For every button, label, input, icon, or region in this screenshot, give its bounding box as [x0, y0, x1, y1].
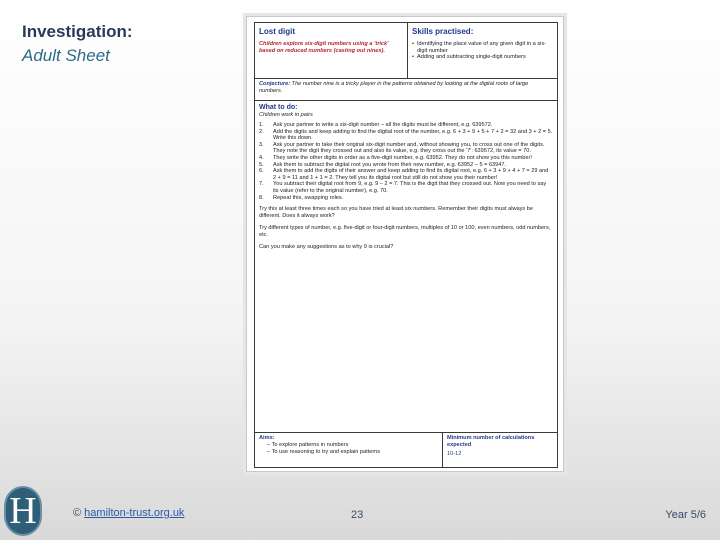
sheet-header [255, 23, 557, 79]
hamilton-logo-icon [4, 486, 42, 536]
step-text: You subtract their digital root from 9, e.g. 9 – 2 = 7. This is the digit that they crossed out. Now you need to say its value (refer to the original number), e.g. 70. [273, 181, 547, 194]
aims-cell [255, 433, 443, 467]
what-to-do-subtitle: Children work in pairs [259, 112, 313, 118]
slide-title-line2: Adult Sheet [22, 46, 110, 65]
sheet-frame [254, 22, 558, 468]
activity-cell [255, 23, 408, 79]
step-item [259, 129, 553, 142]
activity-intro: Children explore six-digit numbers using a 'trick' based on reduced numbers (casting out nines). [259, 41, 389, 54]
activity-title: Lost digit [259, 27, 295, 36]
step-number: 8. [259, 194, 264, 201]
step-number: 2. [259, 128, 264, 135]
step-item [259, 162, 553, 169]
step-text: They write the other digits in order as a five-digit number, e.g. 63952. They do not show you this number! [273, 154, 532, 161]
conjecture-text: The number nine is a tricky player in the patterns obtained by looking at the digital roots of large numbers. [259, 81, 529, 94]
calculations-cell [443, 433, 557, 467]
calculations-value: 10-12 [447, 451, 462, 457]
aims-list [259, 442, 438, 456]
aims-title: Aims: [259, 435, 275, 441]
step-item [259, 155, 553, 162]
step-item [259, 195, 553, 202]
step-text: Add the digits and keep adding to find the digital root of the number, e.g. 6 + 3 + 9 + 5 + 7 + 2 = 32 and 3 + 2 = 5. Write this down. [273, 128, 553, 142]
aim-item: – To use reasoning to try and explain patterns [267, 449, 381, 455]
copyright-symbol: © [73, 507, 82, 519]
step-text: Ask them to add the digits of their answer and keep adding to find its digital root, e.g. 6 + 3 + 9 + 4 + 7 = 29 and 2 + 9 = 11 and 1 + 1 = 2. They tell you its digital root but still do not show you their number! [273, 168, 549, 181]
page-number: 23 [351, 509, 364, 521]
skills-title: Skills practised: [412, 27, 474, 36]
step-number: 1. [259, 122, 264, 128]
conjecture-row [255, 79, 557, 101]
step-text: Ask them to subtract the digital root you wrote from their new number, e.g. 63952 – 5 = 63947. [273, 161, 507, 168]
step-item [259, 181, 553, 194]
step-item [259, 142, 553, 155]
hamilton-trust-link[interactable]: hamilton-trust.org.uk [84, 507, 185, 519]
copyright [73, 507, 184, 519]
instruction-paragraph: Try different types of number, e.g. five-digit or four-digit numbers, multiples of 10 or 100, even numbers, odd numbers, etc. [259, 225, 551, 239]
instruction-paragraph: Can you make any suggestions as to why 9 is crucial? [259, 244, 394, 251]
step-number: 6. [259, 168, 264, 175]
skills-cell [408, 23, 557, 79]
adult-sheet [246, 16, 564, 472]
aims-row [255, 433, 557, 467]
step-number: 3. [259, 141, 264, 148]
step-number: 5. [259, 161, 264, 168]
aim-item: – To explore patterns in numbers [267, 442, 349, 448]
step-item [259, 122, 553, 129]
skill-item: • Identifying the place value of any given digit in a six-digit number [412, 41, 553, 54]
step-number: 7. [259, 181, 264, 188]
steps-list [259, 122, 553, 201]
step-text: Ask your partner to write a six-digit number – all the digits must be different, e.g. 639572. [273, 122, 493, 128]
step-number: 4. [259, 154, 264, 161]
what-to-do-title: What to do: [259, 104, 298, 111]
step-text: Ask your partner to take their original six-digit number and, without showing you, to cross out one of the digits. They note the digit they crossed out and also its value, e.g. they cross out the '7': 639572, its value = 70. [273, 141, 545, 155]
calculations-title: Minimum number of calculations expected [447, 435, 535, 448]
instruction-paragraph: Try this at least three times each so you have tried at least six numbers. Remember their digits must always be different. Does it always work? [259, 206, 534, 220]
step-text: Repeat this, swapping roles. [273, 194, 344, 201]
step-item [259, 168, 553, 181]
slide-title-line1: Investigation: [22, 22, 133, 41]
skill-item: • Adding and subtracting single-digit numbers [412, 54, 553, 61]
year-group: Year 5/6 [665, 509, 706, 521]
what-to-do-section [255, 101, 557, 433]
logo-letter: H [9, 490, 37, 532]
conjecture-label: Conjecture: [259, 81, 291, 87]
skills-list [412, 41, 553, 61]
slide-title [22, 20, 133, 68]
